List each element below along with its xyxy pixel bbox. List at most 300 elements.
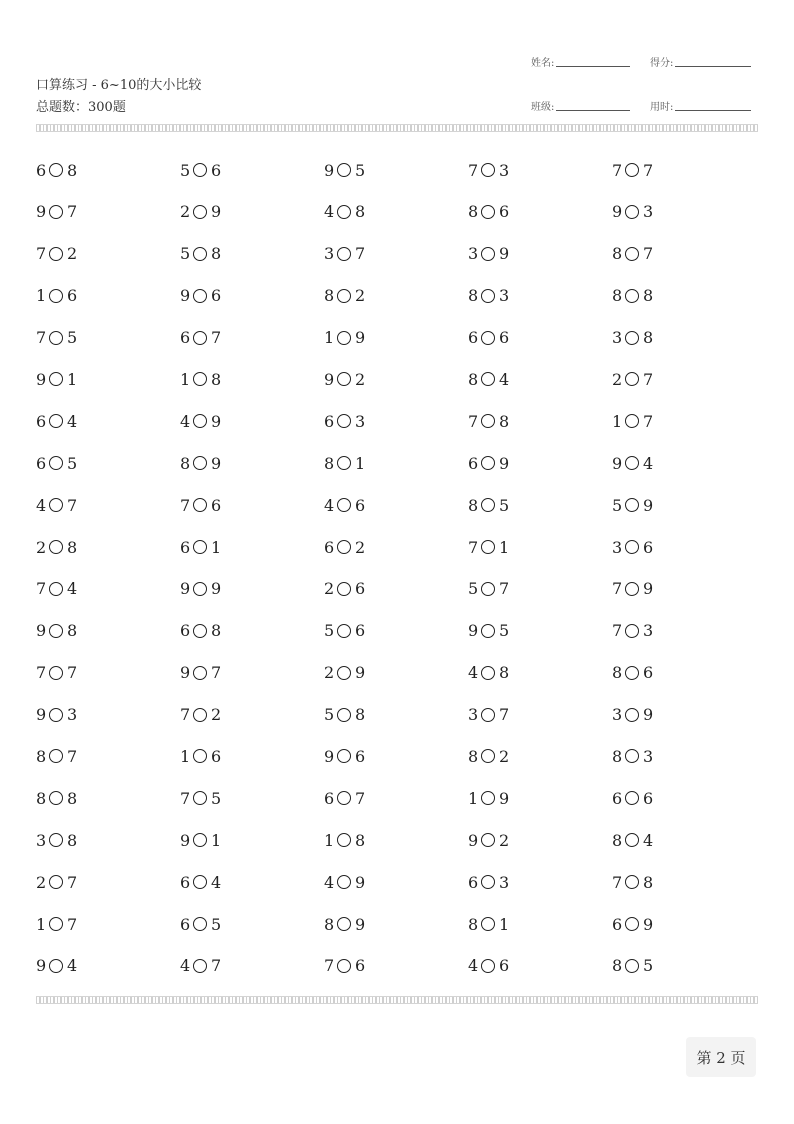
- comparison-problem: [468, 407, 508, 435]
- comparison-problem: [324, 575, 364, 603]
- right-number: 7: [67, 914, 78, 934]
- comparison-problem: [612, 324, 652, 352]
- answer-circle[interactable]: [193, 498, 207, 512]
- comparison-problem: [36, 868, 76, 896]
- answer-circle[interactable]: [193, 331, 207, 345]
- score-blank-line[interactable]: [675, 66, 751, 67]
- right-number: 9: [643, 579, 654, 599]
- left-number: 7: [180, 705, 191, 725]
- right-number: 7: [211, 328, 222, 348]
- left-number: 5: [180, 244, 191, 264]
- right-number: 5: [643, 956, 654, 976]
- right-number: 9: [211, 453, 222, 473]
- comparison-problem: [36, 659, 76, 687]
- right-number: 1: [67, 369, 78, 389]
- left-number: 4: [180, 411, 191, 431]
- comparison-problem: [36, 282, 76, 310]
- answer-circle[interactable]: [193, 163, 207, 177]
- comparison-problem: [468, 240, 508, 268]
- right-number: 6: [643, 537, 654, 557]
- right-number: 6: [355, 956, 366, 976]
- problem-row: [36, 784, 758, 826]
- right-number: 9: [499, 453, 510, 473]
- right-number: 2: [499, 746, 510, 766]
- comparison-problem: [36, 617, 76, 645]
- answer-circle[interactable]: [193, 833, 207, 847]
- right-number: 8: [67, 830, 78, 850]
- answer-circle[interactable]: [337, 791, 351, 805]
- answer-circle[interactable]: [337, 666, 351, 680]
- answer-circle[interactable]: [49, 582, 63, 596]
- left-number: 7: [468, 160, 479, 180]
- right-number: 8: [355, 705, 366, 725]
- answer-circle[interactable]: [625, 582, 639, 596]
- comparison-problem: [36, 449, 76, 477]
- right-number: 8: [355, 202, 366, 222]
- left-number: 2: [180, 202, 191, 222]
- right-number: 1: [211, 537, 222, 557]
- answer-circle[interactable]: [337, 247, 351, 261]
- right-number: 9: [643, 705, 654, 725]
- right-number: 2: [67, 244, 78, 264]
- right-number: 8: [355, 830, 366, 850]
- comparison-problem: [468, 491, 508, 519]
- comparison-problem: [180, 952, 220, 980]
- right-number: 1: [355, 453, 366, 473]
- right-number: 2: [355, 286, 366, 306]
- right-number: 2: [211, 705, 222, 725]
- left-number: 8: [612, 830, 623, 850]
- answer-circle[interactable]: [481, 540, 495, 554]
- answer-circle[interactable]: [625, 331, 639, 345]
- answer-circle[interactable]: [49, 540, 63, 554]
- comparison-problem: [468, 826, 508, 854]
- left-number: 7: [468, 537, 479, 557]
- comparison-problem: [180, 826, 220, 854]
- comparison-problem: [612, 449, 652, 477]
- left-number: 8: [612, 244, 623, 264]
- answer-circle[interactable]: [625, 708, 639, 722]
- comparison-problem: [324, 784, 364, 812]
- answer-circle[interactable]: [625, 247, 639, 261]
- right-number: 5: [67, 328, 78, 348]
- comparison-problem: [180, 365, 220, 393]
- right-number: 6: [499, 328, 510, 348]
- answer-circle[interactable]: [625, 289, 639, 303]
- left-number: 7: [180, 788, 191, 808]
- answer-circle[interactable]: [49, 289, 63, 303]
- answer-circle[interactable]: [625, 498, 639, 512]
- right-number: 6: [355, 746, 366, 766]
- name-label: 姓名:: [531, 58, 555, 69]
- comparison-problem: [180, 156, 220, 184]
- answer-circle[interactable]: [337, 205, 351, 219]
- answer-circle[interactable]: [625, 749, 639, 763]
- left-number: 1: [324, 328, 335, 348]
- left-number: 8: [468, 746, 479, 766]
- right-number: 4: [67, 579, 78, 599]
- right-number: 8: [211, 244, 222, 264]
- left-number: 1: [180, 746, 191, 766]
- right-number: 6: [211, 286, 222, 306]
- right-number: 7: [67, 746, 78, 766]
- left-number: 2: [324, 663, 335, 683]
- comparison-problem: [180, 407, 220, 435]
- answer-circle[interactable]: [337, 163, 351, 177]
- answer-circle[interactable]: [337, 456, 351, 470]
- answer-circle[interactable]: [49, 498, 63, 512]
- left-number: 8: [468, 286, 479, 306]
- problem-row: [36, 365, 758, 407]
- answer-circle[interactable]: [193, 749, 207, 763]
- answer-circle[interactable]: [481, 582, 495, 596]
- answer-circle[interactable]: [481, 666, 495, 680]
- comparison-problem: [180, 491, 220, 519]
- problem-row: [36, 533, 758, 575]
- right-number: 4: [643, 830, 654, 850]
- left-number: 6: [180, 914, 191, 934]
- left-number: 1: [612, 411, 623, 431]
- right-number: 3: [67, 705, 78, 725]
- right-number: 7: [643, 411, 654, 431]
- right-number: 6: [211, 495, 222, 515]
- comparison-problem: [468, 742, 508, 770]
- answer-circle[interactable]: [193, 289, 207, 303]
- answer-circle[interactable]: [481, 163, 495, 177]
- answer-circle[interactable]: [625, 666, 639, 680]
- left-number: 6: [180, 537, 191, 557]
- answer-circle[interactable]: [49, 749, 63, 763]
- comparison-problem: [36, 784, 76, 812]
- comparison-problem: [468, 701, 508, 729]
- answer-circle[interactable]: [625, 414, 639, 428]
- comparison-problem: [468, 282, 508, 310]
- page-number-label: 第 2 页: [696, 1048, 746, 1067]
- comparison-problem: [324, 659, 364, 687]
- right-number: 6: [643, 663, 654, 683]
- left-number: 2: [324, 579, 335, 599]
- comparison-problem: [180, 282, 220, 310]
- class-blank-line[interactable]: [556, 110, 630, 111]
- left-number: 2: [36, 872, 47, 892]
- left-number: 6: [468, 453, 479, 473]
- left-number: 7: [180, 495, 191, 515]
- page-number-badge: [686, 1037, 756, 1077]
- right-number: 7: [211, 663, 222, 683]
- name-field[interactable]: [531, 54, 630, 69]
- comparison-problem: [324, 365, 364, 393]
- right-number: 9: [355, 328, 366, 348]
- right-number: 6: [643, 788, 654, 808]
- time-blank-line[interactable]: [675, 110, 751, 111]
- left-number: 9: [36, 621, 47, 641]
- right-number: 1: [499, 914, 510, 934]
- left-number: 8: [468, 202, 479, 222]
- answer-circle[interactable]: [481, 624, 495, 638]
- comparison-problem: [612, 701, 652, 729]
- comparison-problem: [180, 868, 220, 896]
- left-number: 9: [180, 286, 191, 306]
- answer-circle[interactable]: [49, 624, 63, 638]
- right-number: 4: [643, 453, 654, 473]
- answer-circle[interactable]: [337, 917, 351, 931]
- answer-circle[interactable]: [49, 414, 63, 428]
- comparison-problem: [36, 742, 76, 770]
- answer-circle[interactable]: [481, 791, 495, 805]
- right-number: 6: [499, 202, 510, 222]
- comparison-problem: [180, 617, 220, 645]
- answer-circle[interactable]: [337, 498, 351, 512]
- problem-row: [36, 952, 758, 994]
- left-number: 3: [36, 830, 47, 850]
- answer-circle[interactable]: [481, 498, 495, 512]
- answer-circle[interactable]: [49, 666, 63, 680]
- answer-circle[interactable]: [337, 414, 351, 428]
- answer-circle[interactable]: [49, 163, 63, 177]
- right-number: 2: [355, 369, 366, 389]
- answer-circle[interactable]: [337, 372, 351, 386]
- time-label: 用时:: [650, 102, 674, 113]
- answer-circle[interactable]: [337, 749, 351, 763]
- answer-circle[interactable]: [49, 331, 63, 345]
- left-number: 6: [180, 872, 191, 892]
- left-number: 7: [36, 579, 47, 599]
- answer-circle[interactable]: [193, 414, 207, 428]
- comparison-problem: [324, 701, 364, 729]
- left-number: 9: [324, 160, 335, 180]
- comparison-problem: [612, 491, 652, 519]
- comparison-problem: [324, 533, 364, 561]
- answer-circle[interactable]: [481, 708, 495, 722]
- answer-circle[interactable]: [49, 247, 63, 261]
- answer-circle[interactable]: [193, 456, 207, 470]
- right-number: 5: [67, 453, 78, 473]
- left-number: 9: [36, 956, 47, 976]
- comparison-problem: [612, 198, 652, 226]
- left-number: 6: [180, 328, 191, 348]
- left-number: 3: [324, 244, 335, 264]
- answer-circle[interactable]: [337, 331, 351, 345]
- left-number: 9: [180, 579, 191, 599]
- left-number: 7: [36, 328, 47, 348]
- left-number: 7: [36, 244, 47, 264]
- comparison-problem: [180, 324, 220, 352]
- right-number: 9: [355, 872, 366, 892]
- answer-circle[interactable]: [481, 205, 495, 219]
- left-number: 5: [612, 495, 623, 515]
- answer-circle[interactable]: [49, 875, 63, 889]
- answer-circle[interactable]: [625, 205, 639, 219]
- right-number: 8: [643, 286, 654, 306]
- left-number: 6: [180, 621, 191, 641]
- answer-circle[interactable]: [49, 791, 63, 805]
- right-number: 7: [211, 956, 222, 976]
- score-field[interactable]: [650, 54, 751, 69]
- answer-circle[interactable]: [625, 959, 639, 973]
- left-number: 4: [324, 872, 335, 892]
- comparison-problem: [468, 449, 508, 477]
- answer-circle[interactable]: [625, 540, 639, 554]
- right-number: 5: [211, 788, 222, 808]
- answer-circle[interactable]: [49, 959, 63, 973]
- left-number: 8: [36, 746, 47, 766]
- class-field[interactable]: [531, 98, 630, 113]
- comparison-problem: [468, 910, 508, 938]
- answer-circle[interactable]: [481, 289, 495, 303]
- answer-circle[interactable]: [337, 540, 351, 554]
- comparison-problem: [324, 952, 364, 980]
- answer-circle[interactable]: [625, 791, 639, 805]
- answer-circle[interactable]: [193, 917, 207, 931]
- answer-circle[interactable]: [625, 875, 639, 889]
- answer-circle[interactable]: [337, 582, 351, 596]
- answer-circle[interactable]: [337, 875, 351, 889]
- right-number: 6: [499, 956, 510, 976]
- answer-circle[interactable]: [481, 959, 495, 973]
- right-number: 7: [355, 244, 366, 264]
- problem-row: [36, 575, 758, 617]
- answer-circle[interactable]: [625, 372, 639, 386]
- comparison-problem: [36, 198, 76, 226]
- problem-row: [36, 617, 758, 659]
- right-number: 3: [499, 160, 510, 180]
- comparison-problem: [180, 533, 220, 561]
- right-number: 9: [499, 788, 510, 808]
- problem-row: [36, 156, 758, 198]
- answer-circle[interactable]: [337, 959, 351, 973]
- comparison-problem: [324, 407, 364, 435]
- answer-circle[interactable]: [193, 582, 207, 596]
- answer-circle[interactable]: [49, 205, 63, 219]
- answer-circle[interactable]: [625, 163, 639, 177]
- comparison-problem: [36, 826, 76, 854]
- comparison-problem: [324, 868, 364, 896]
- left-number: 6: [36, 160, 47, 180]
- left-number: 4: [468, 663, 479, 683]
- problem-row: [36, 826, 758, 868]
- left-number: 6: [324, 788, 335, 808]
- left-number: 9: [36, 705, 47, 725]
- answer-circle[interactable]: [481, 917, 495, 931]
- comparison-problem: [468, 198, 508, 226]
- score-label: 得分:: [650, 58, 674, 69]
- answer-circle[interactable]: [481, 372, 495, 386]
- answer-circle[interactable]: [193, 875, 207, 889]
- answer-circle[interactable]: [625, 456, 639, 470]
- answer-circle[interactable]: [49, 917, 63, 931]
- answer-circle[interactable]: [193, 791, 207, 805]
- answer-circle[interactable]: [49, 833, 63, 847]
- answer-circle[interactable]: [193, 372, 207, 386]
- left-number: 4: [36, 495, 47, 515]
- comparison-problem: [612, 868, 652, 896]
- comparison-problem: [36, 156, 76, 184]
- answer-circle[interactable]: [193, 666, 207, 680]
- total-problems-label: 总题数：300题: [36, 100, 126, 115]
- left-number: 9: [180, 830, 191, 850]
- right-number: 9: [211, 202, 222, 222]
- answer-circle[interactable]: [49, 372, 63, 386]
- answer-circle[interactable]: [193, 247, 207, 261]
- answer-circle[interactable]: [49, 708, 63, 722]
- comparison-problem: [612, 784, 652, 812]
- comparison-problem: [180, 240, 220, 268]
- comparison-problem: [324, 617, 364, 645]
- right-number: 8: [643, 872, 654, 892]
- right-number: 6: [355, 621, 366, 641]
- answer-circle[interactable]: [193, 624, 207, 638]
- comparison-problem: [180, 449, 220, 477]
- answer-circle[interactable]: [481, 456, 495, 470]
- answer-circle[interactable]: [193, 205, 207, 219]
- comparison-problem: [612, 952, 652, 980]
- left-number: 7: [612, 160, 623, 180]
- answer-circle[interactable]: [481, 833, 495, 847]
- answer-circle[interactable]: [337, 833, 351, 847]
- answer-circle[interactable]: [481, 875, 495, 889]
- left-number: 1: [36, 914, 47, 934]
- problem-row: [36, 449, 758, 491]
- name-blank-line[interactable]: [556, 66, 630, 67]
- right-number: 1: [499, 537, 510, 557]
- answer-circle[interactable]: [193, 540, 207, 554]
- problem-row: [36, 868, 758, 910]
- time-field[interactable]: [650, 98, 751, 113]
- right-number: 2: [499, 830, 510, 850]
- answer-circle[interactable]: [481, 414, 495, 428]
- answer-circle[interactable]: [337, 624, 351, 638]
- answer-circle[interactable]: [625, 917, 639, 931]
- answer-circle[interactable]: [337, 708, 351, 722]
- answer-circle[interactable]: [49, 456, 63, 470]
- comparison-problem: [180, 910, 220, 938]
- left-number: 4: [180, 956, 191, 976]
- left-number: 8: [612, 746, 623, 766]
- class-label: 班级:: [531, 102, 555, 113]
- answer-circle[interactable]: [481, 331, 495, 345]
- answer-circle[interactable]: [193, 708, 207, 722]
- answer-circle[interactable]: [481, 749, 495, 763]
- problem-row: [36, 324, 758, 366]
- right-number: 3: [499, 872, 510, 892]
- left-number: 7: [612, 621, 623, 641]
- comparison-problem: [612, 575, 652, 603]
- comparison-problem: [612, 156, 652, 184]
- right-number: 1: [211, 830, 222, 850]
- left-number: 5: [468, 579, 479, 599]
- right-number: 9: [643, 914, 654, 934]
- answer-circle[interactable]: [481, 247, 495, 261]
- right-number: 6: [211, 746, 222, 766]
- comparison-problem: [36, 952, 76, 980]
- right-number: 5: [211, 914, 222, 934]
- right-number: 3: [643, 202, 654, 222]
- answer-circle[interactable]: [625, 833, 639, 847]
- right-number: 7: [643, 244, 654, 264]
- answer-circle[interactable]: [337, 289, 351, 303]
- right-number: 9: [355, 663, 366, 683]
- right-number: 7: [67, 202, 78, 222]
- right-number: 4: [211, 872, 222, 892]
- right-number: 9: [643, 495, 654, 515]
- answer-circle[interactable]: [625, 624, 639, 638]
- comparison-problem: [324, 826, 364, 854]
- comparison-problem: [612, 407, 652, 435]
- right-number: 8: [67, 537, 78, 557]
- answer-circle[interactable]: [193, 959, 207, 973]
- comparison-problem: [180, 701, 220, 729]
- right-number: 8: [67, 621, 78, 641]
